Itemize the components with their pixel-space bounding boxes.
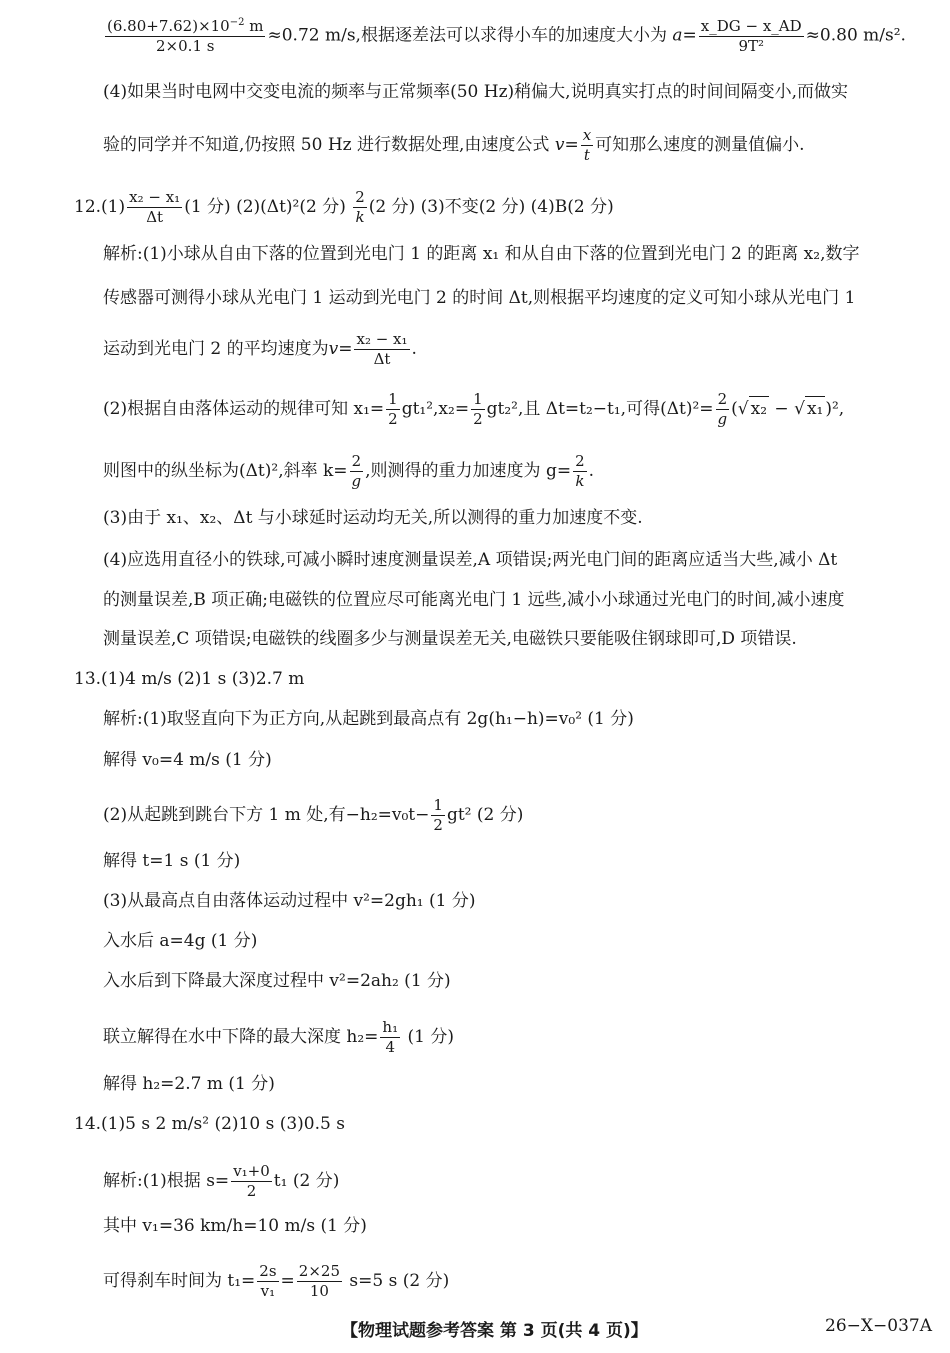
page-footer bbox=[0, 1316, 950, 1342]
paragraph-line: (3)由于 x₁、x₂、Δt 与小球延时运动均无关,所以测得的重力加速度不变. bbox=[103, 508, 643, 528]
line-max-depth: 联立解得在水中下降的最大深度 h₂= $\frac{\text{h₁}}{4}$ (1 分) bbox=[103, 1018, 454, 1056]
fraction-one-half: $\frac{1}{2}$ bbox=[473, 390, 483, 428]
fraction-x2-x1: $\frac{\text{x₂ − x₁}}{\Delta t}$ bbox=[129, 188, 181, 226]
question-12-answer: 12.(1) $\frac{\text{x₂ − x₁}}{\Delta t}$ (1 分) (2)(Δt)²(2 分) $\frac{2}{k}$ (2 分) (3)不变(2 分) (4)B(2 分) bbox=[74, 188, 614, 226]
fraction-h1-over-4: $\frac{\text{h₁}}{4}$ bbox=[382, 1018, 399, 1056]
fraction-velocity: $\frac{(6.80+7.62)\times 10^{-2} m}{2\times 0.1 s}$ bbox=[107, 17, 264, 55]
footer-code: 26−X−037A bbox=[825, 1316, 932, 1336]
paragraph-line: 入水后 a=4g (1 分) bbox=[103, 931, 258, 951]
paragraph-line: 解得 t=1 s (1 分) bbox=[103, 851, 241, 871]
fraction-2-over-g: $\frac{2}{g}$ bbox=[717, 390, 728, 428]
paragraph-line: 解得 h₂=2.7 m (1 分) bbox=[103, 1074, 275, 1094]
paragraph-line: 的测量误差,B 项正确;电磁铁的位置应尽可能离光电门 1 远些,减小小球通过光电门的时间,减小速度 bbox=[103, 590, 845, 610]
line-average-velocity: 运动到光电门 2 的平均速度为v= $\frac{\text{x₂ − x₁}}{\Delta t}$ . bbox=[103, 330, 417, 368]
fraction-2-over-k: $\frac{2}{k}$ bbox=[355, 188, 365, 226]
fraction-2-over-k: $\frac{2}{k}$ bbox=[575, 452, 585, 490]
footer-title: 【物理试题参考答案 第 3 页(共 4 页)】 bbox=[341, 1321, 648, 1341]
paragraph-line: 测量误差,C 项错误;电磁铁的线圈多少与测量误差无关,电磁铁只要能吸住钢球即可,D 项错误. bbox=[103, 629, 797, 649]
paragraph-line: (4)如果当时电网中交变电流的频率与正常频率(50 Hz)稍偏大,说明真实打点的时间间隔变小,而做实 bbox=[103, 82, 848, 102]
line-distance: 解析:(1)根据 s= $\frac{\text{v₁+0}}{2}$ t₁ (2 分) bbox=[103, 1162, 340, 1200]
question-14-answer: 14.(1)5 s 2 m/s² (2)10 s (3)0.5 s bbox=[74, 1114, 345, 1134]
fraction-acceleration: $\frac{x\_DG - x\_AD}{\text{9T²}}$ bbox=[700, 16, 802, 55]
paragraph-line: 传感器可测得小球从光电门 1 运动到光电门 2 的时间 Δt,则根据平均速度的定义可知小球从光电门 1 bbox=[103, 288, 856, 308]
fraction-one-half: $\frac{1}{2}$ bbox=[388, 390, 398, 428]
paragraph-line: 其中 v₁=36 km/h=10 m/s (1 分) bbox=[103, 1216, 367, 1236]
fraction-one-half: $\frac{1}{2}$ bbox=[433, 796, 443, 834]
fraction-2s-over-v1: $\frac{2s}{\text{v₁}}$ bbox=[259, 1262, 277, 1300]
line-velocity-result: $\frac{(6.80+7.62)\times 10^{-2} m}{2\times 0.1 s}$ ≈0.72 m/s,根据逐差法可以求得小车的加速度大小为 a= $\frac{x\_DG - x\_AD}{\text{9T²}}$ ≈0.80 m/s². bbox=[107, 16, 906, 55]
line-braking-time: 可得刹车时间为 t₁= $\frac{2s}{\text{v₁}}$ = $\frac{2\times 25}{10}$ s=5 s (2 分) bbox=[103, 1262, 450, 1300]
line-speed-formula: 验的同学并不知道,仍按照 50 Hz 进行数据处理,由速度公式 v= $\frac{x}{t}$ 可知那么速度的测量值偏小. bbox=[103, 126, 805, 164]
fraction-x-over-t: $\frac{x}{t}$ bbox=[582, 126, 592, 164]
line-displacement: (2)从起跳到跳台下方 1 m 处,有−h₂=v₀t− $\frac{1}{2}$ gt² (2 分) bbox=[103, 796, 524, 834]
line-slope: 则图中的纵坐标为(Δt)²,斜率 k= $\frac{2}{g}$ ,则测得的重力加速度为 g= $\frac{2}{k}$ . bbox=[103, 452, 595, 490]
line-free-fall: (2)根据自由落体运动的规律可知 x₁= $\frac{1}{2}$ gt₁²,x₂= $\frac{1}{2}$ gt₂²,且 Δt=t₂−t₁,可得(Δt)²= $\frac{2}{g}$ (√ x₂ − √ x₁ )², bbox=[103, 390, 845, 428]
fraction-v1-plus-0: $\frac{\text{v₁+0}}{2}$ bbox=[233, 1162, 270, 1200]
question-13-answer: 13.(1)4 m/s (2)1 s (3)2.7 m bbox=[74, 669, 305, 689]
paragraph-line: 入水后到下降最大深度过程中 v²=2ah₂ (1 分) bbox=[103, 971, 451, 991]
fraction-2-over-g: $\frac{2}{g}$ bbox=[351, 452, 362, 490]
paragraph-line: (3)从最高点自由落体运动过程中 v²=2gh₁ (1 分) bbox=[103, 891, 476, 911]
paragraph-line: 解析:(1)小球从自由下落的位置到光电门 1 的距离 x₁ 和从自由下落的位置到光电门 2 的距离 x₂,数字 bbox=[103, 244, 860, 264]
fraction-average-velocity: $\frac{\text{x₂ − x₁}}{\Delta t}$ bbox=[356, 330, 408, 368]
fraction-50-over-10: $\frac{2\times 25}{10}$ bbox=[298, 1262, 340, 1300]
paragraph-line: 解得 v₀=4 m/s (1 分) bbox=[103, 750, 272, 770]
paragraph-line: 解析:(1)取竖直向下为正方向,从起跳到最高点有 2g(h₁−h)=v₀² (1 分) bbox=[103, 709, 634, 729]
paragraph-line: (4)应选用直径小的铁球,可减小瞬时速度测量误差,A 项错误;两光电门间的距离应适当大些,减小 Δt bbox=[103, 550, 838, 570]
